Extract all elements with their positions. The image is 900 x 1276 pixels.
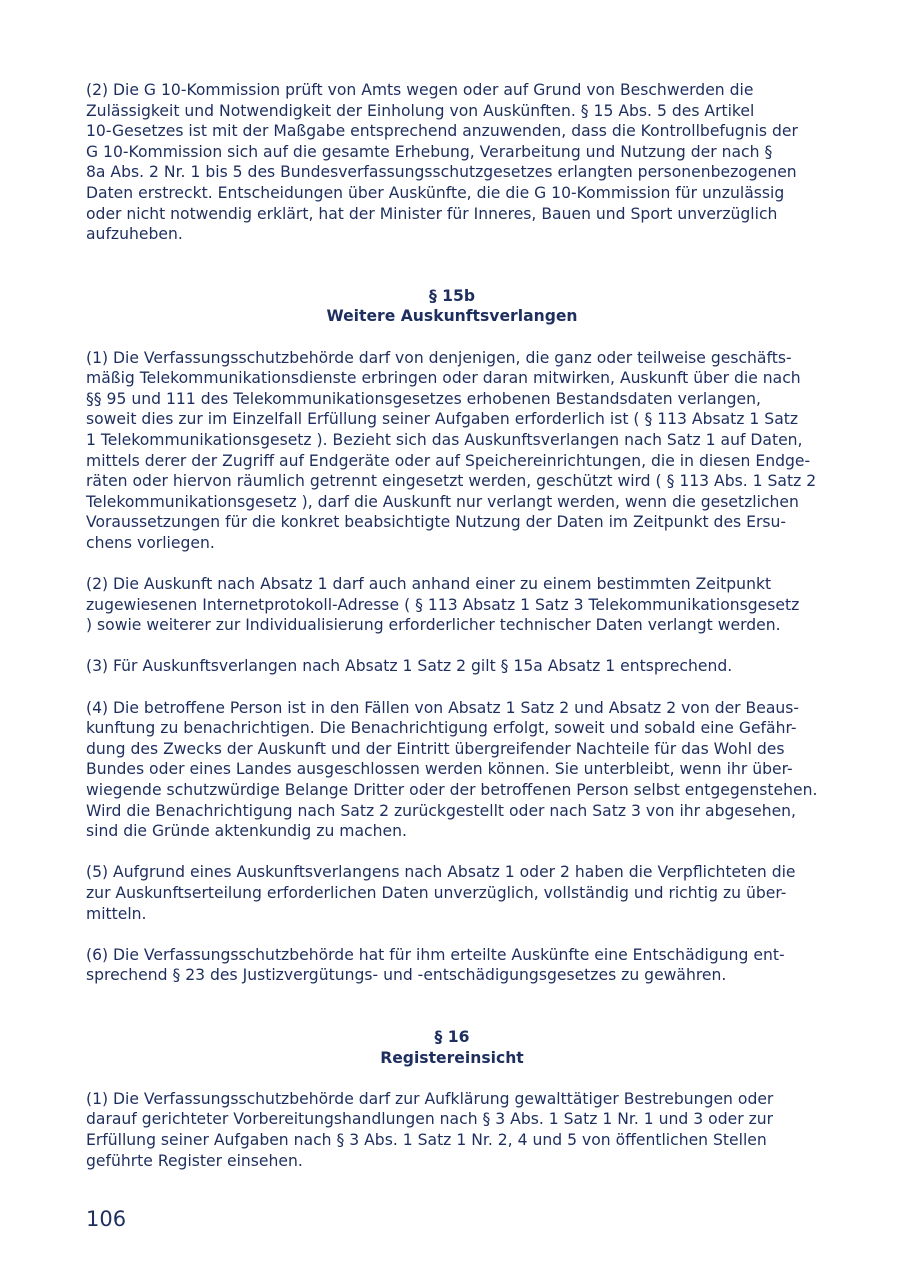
text-line: G 10-Kommission sich auf die gesamte Erhebung, Verarbeitung und Nutzung der nach §: [86, 142, 773, 161]
text-line: räten oder hiervon räumlich getrennt eingesetzt werden, geschützt wird ( § 113 Abs. 1 Satz 2: [86, 472, 817, 491]
text-line: kunftung zu benachrichtigen. Die Benachrichtigung erfolgt, soweit und sobald eine Gefähr-: [86, 719, 797, 738]
text-line: Erfüllung seiner Aufgaben nach § 3 Abs. 1 Satz 1 Nr. 2, 4 und 5 von öffentlichen Stellen: [86, 1130, 767, 1149]
text-line: chens vorliegen.: [86, 533, 215, 552]
text-line: 1 Telekommunikationsgesetz ). Bezieht sich das Auskunftsverlangen nach Satz 1 auf Daten,: [86, 430, 803, 449]
text-line: (1) Die Verfassungsschutzbehörde darf von denjenigen, die ganz oder teilweise geschäfts-: [86, 348, 792, 367]
text-line: §§ 95 und 111 des Telekommunikationsgesetzes erhobenen Bestandsdaten verlangen,: [86, 389, 761, 408]
text-line: (4) Die betroffene Person ist in den Fällen von Absatz 1 Satz 2 und Absatz 2 von der Beaus-: [86, 698, 800, 717]
document-page: [86, 80, 818, 1171]
section-number: § 16: [434, 1027, 470, 1046]
text-line: Voraussetzungen für die konkret beabsichtigte Nutzung der Daten im Zeitpunkt des Ersu-: [86, 513, 787, 532]
text-line: zur Auskunftserteilung erforderlichen Daten unverzüglich, vollständig und richtig zu über-: [86, 883, 787, 902]
text-line: sind die Gründe aktenkundig zu machen.: [86, 822, 407, 841]
text-line: (6) Die Verfassungsschutzbehörde hat für ihm erteilte Auskünfte eine Entschädigung ent-: [86, 945, 785, 964]
text-line: geführte Register einsehen.: [86, 1151, 303, 1170]
text-line: (2) Die Auskunft nach Absatz 1 darf auch anhand einer zu einem bestimmten Zeitpunkt: [86, 575, 772, 594]
text-line: (5) Aufgrund eines Auskunftsverlangens nach Absatz 1 oder 2 haben die Verpflichteten die: [86, 863, 796, 882]
text-line: mäßig Telekommunikationsdienste erbringen oder daran mitwirken, Auskunft über die nach: [86, 369, 801, 388]
paragraph-g10-commission: [86, 80, 818, 245]
text-line: (1) Die Verfassungsschutzbehörde darf zur Aufklärung gewalttätiger Bestrebungen oder: [86, 1089, 774, 1108]
text-line: darauf gerichteter Vorbereitungshandlungen nach § 3 Abs. 1 Satz 1 Nr. 1 und 3 oder zur: [86, 1110, 774, 1129]
text-line: wiegende schutzwürdige Belange Dritter oder der betroffenen Person selbst entgegenstehen.: [86, 781, 818, 799]
text-line: zugewiesenen Internetprotokoll-Adresse ( § 113 Absatz 1 Satz 3 Telekommunikationsgesetz: [86, 595, 800, 614]
text-line: (3) Für Auskunftsverlangen nach Absatz 1 Satz 2 gilt § 15a Absatz 1 entsprechend.: [86, 657, 733, 676]
section-heading-16: [86, 1027, 818, 1068]
section-title: Registereinsicht: [380, 1048, 524, 1067]
text-line: dung des Zwecks der Auskunft und der Eintritt übergreifender Nachteile für das Wohl des: [86, 739, 785, 758]
paragraph-15b-2: [86, 574, 818, 636]
paragraph-15b-6: [86, 945, 818, 986]
text-line: mitteln.: [86, 904, 147, 923]
paragraph-15b-5: [86, 862, 818, 924]
text-line: Telekommunikationsgesetz ), darf die Auskunft nur verlangt werden, wenn die gesetzlichen: [86, 492, 799, 511]
section-heading-15b: [86, 286, 818, 327]
text-line: Daten erstreckt. Entscheidungen über Auskünfte, die die G 10-Kommission für unzulässig: [86, 183, 785, 202]
text-line: Wird die Benachrichtigung nach Satz 2 zurückgestellt oder nach Satz 3 von ihr abgesehen,: [86, 801, 797, 820]
paragraph-15b-3: [86, 656, 818, 677]
text-line: Zulässigkeit und Notwendigkeit der Einholung von Auskünften. § 15 Abs. 5 des Artikel: [86, 101, 755, 120]
text-line: ) sowie weiterer zur Individualisierung erforderlicher technischer Daten verlangt werden.: [86, 616, 781, 635]
text-line: soweit dies zur im Einzelfall Erfüllung seiner Aufgaben erforderlich ist ( § 113 Absatz 1 Satz: [86, 410, 799, 429]
text-line: sprechend § 23 des Justizvergütungs- und -entschädigungsgesetzes zu gewähren.: [86, 966, 727, 985]
paragraph-15b-4: [86, 698, 818, 842]
text-line: 10-Gesetzes ist mit der Maßgabe entsprechend anzuwenden, dass die Kontrollbefugnis der: [86, 122, 798, 141]
text-line: oder nicht notwendig erklärt, hat der Minister für Inneres, Bauen und Sport unverzüglich: [86, 204, 778, 223]
text-line: 8a Abs. 2 Nr. 1 bis 5 des Bundesverfassungsschutzgesetzes erlangten personenbezogenen: [86, 163, 797, 182]
paragraph-16-1: [86, 1089, 818, 1171]
text-line: (2) Die G 10-Kommission prüft von Amts wegen oder auf Grund von Beschwerden die: [86, 81, 754, 99]
page-number: 106: [86, 1207, 127, 1231]
text-line: aufzuheben.: [86, 225, 183, 244]
paragraph-15b-1: [86, 348, 818, 554]
text-line: Bundes oder eines Landes ausgeschlossen werden können. Sie unterbleibt, wenn ihr über-: [86, 760, 793, 779]
section-title: Weitere Auskunftsverlangen: [326, 307, 578, 326]
section-number: § 15b: [428, 286, 476, 305]
text-line: mittels derer der Zugriff auf Endgeräte oder auf Speichereinrichtungen, die in diesen Endge-: [86, 451, 811, 470]
